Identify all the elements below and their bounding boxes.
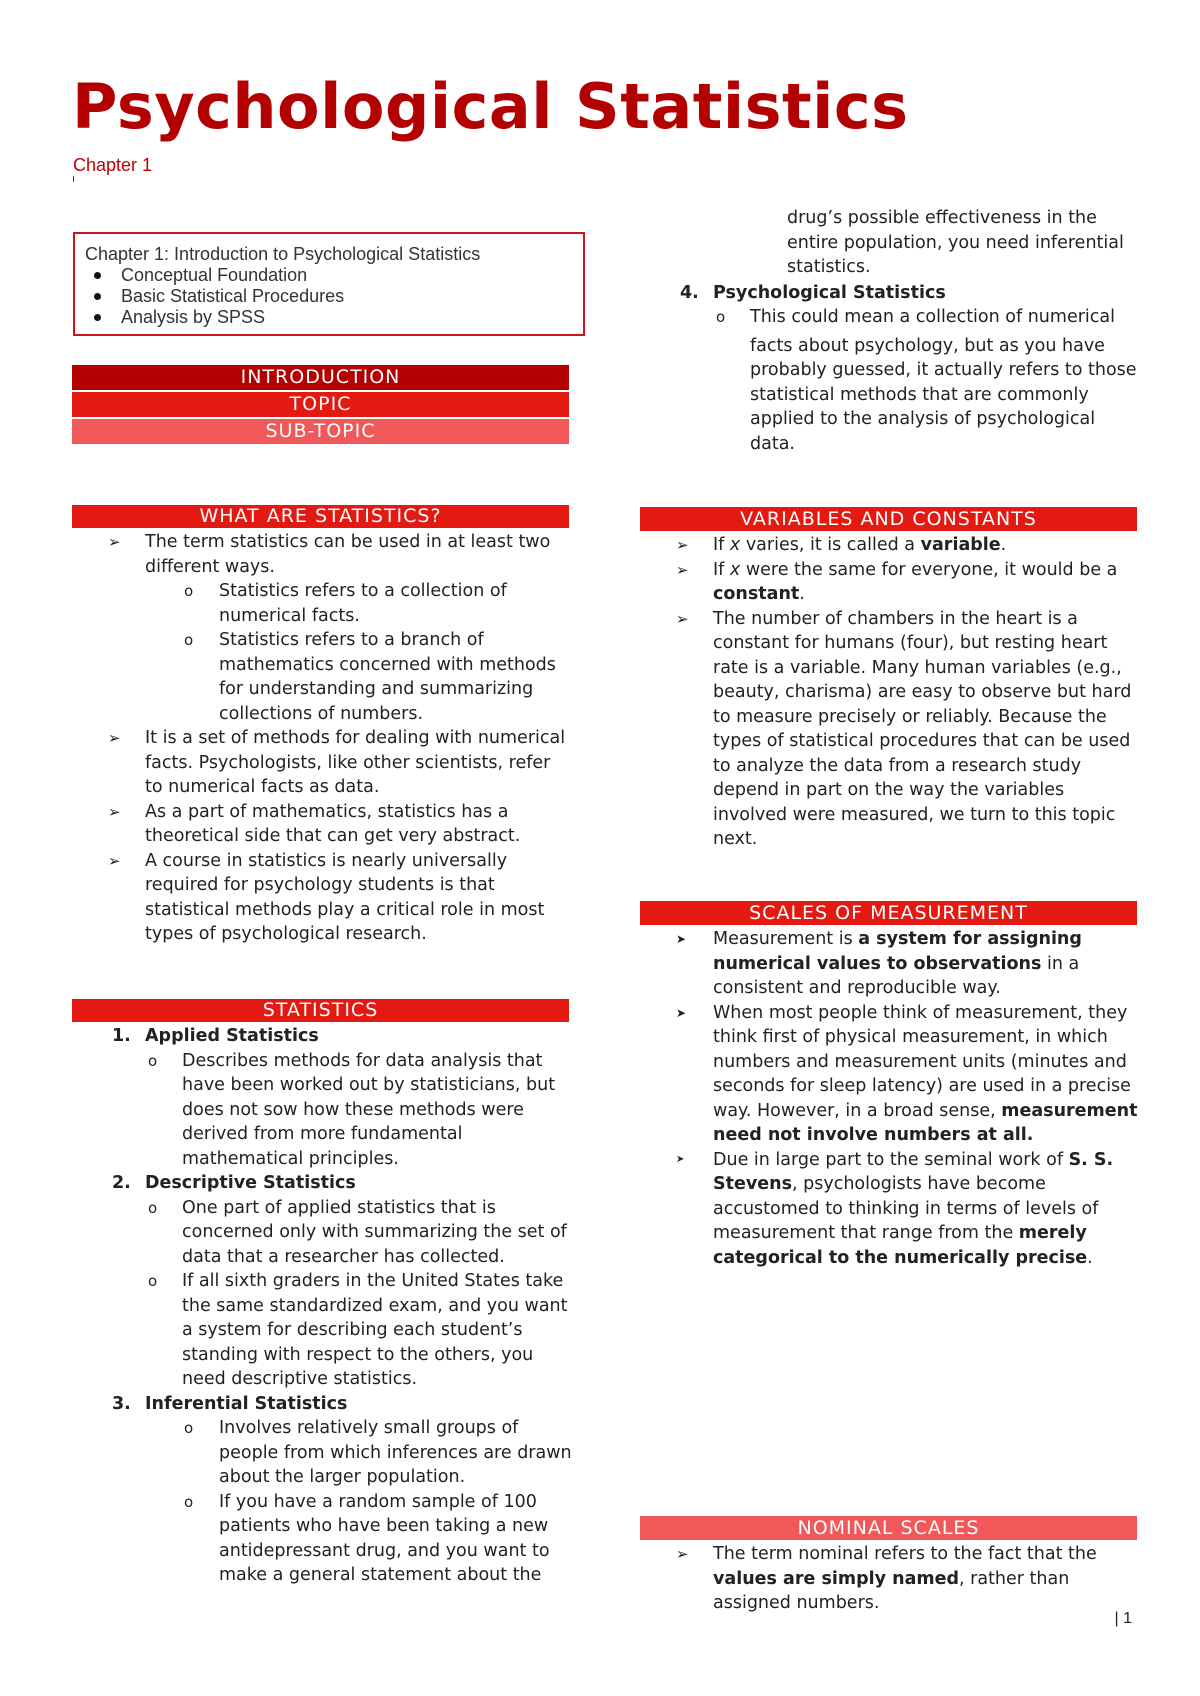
arrow-bullet-icon: ➢ [676, 536, 689, 554]
list-item: ➢ The number of chambers in the heart is a constant for humans (four), but resting heart rate is a variable. Many human variables (e.g., beauty, charisma) are easy to observe but hard to measure precisely or reliably. Because the types of statistical procedures that can be used to analyze the data from a research study depend in part on the way the variables involved were measured, we turn to this topic next. [676, 608, 1132, 849]
arrow-bullet-icon: ➤ [676, 932, 687, 946]
toc-heading: Chapter 1: Introduction to Psychological Statistics [85, 244, 481, 264]
list-item: ➢ The term statistics can be used in at least two different ways. o Statistics refers to a collection of numerical facts. o Statistics refers to a branch of mathematics concerned with methods for understanding and summarizing collections of numbers. [72, 530, 572, 726]
circle-bullet-icon: o [184, 582, 194, 600]
scales-section [640, 927, 1140, 1270]
variables-section [640, 533, 1140, 852]
scales-measurement-heading: SCALES OF MEASUREMENT [640, 901, 1137, 925]
dot-bullet-icon [94, 314, 101, 321]
continued-text: drug’s possible effectiveness in the entire population, you need inferential statistics. [787, 208, 1124, 277]
list-item: o This could mean a collection of numerical [640, 305, 1140, 330]
list-item: ➢ If x were the same for everyone, it would be a constant. [676, 559, 1118, 604]
list-item: ➢ A course in statistics is nearly universally required for psychology students is that statistical methods play a critical role in most types of psychological research. [108, 850, 545, 944]
arrow-bullet-icon: ➢ [676, 560, 689, 579]
circle-bullet-icon: o [148, 1198, 158, 1217]
circle-bullet-icon: o [148, 1051, 158, 1070]
list-item: 2. Descriptive Statistics o One part of applied statistics that is concerned only with summarizing the set of data that a researcher has collected. o If all sixth graders in the United States take the same standardized exam, and you want a system for describing each student’s standing with respect to the others, you need descriptive statistics. [72, 1171, 572, 1392]
toc-box [73, 232, 585, 336]
list-item: 3. Inferential Statistics o Involves relatively small groups of people from which inferences are drawn about the larger population. o If you have a random sample of 100 patients who have been taking a new antidepressant drug, and you want to make a general statement about the [72, 1392, 572, 1588]
list-item: o If you have a random sample of 100 patients who have been taking a new antidepressant drug, and you want to make a general statement about the [184, 1491, 550, 1585]
page-number: | 1 [1114, 1610, 1132, 1627]
list-item: o One part of applied statistics that is concerned only with summarizing the set of data that a researcher has collected. [148, 1197, 567, 1267]
list-item: ➢ As a part of mathematics, statistics has a theoretical side that can get very abstract. [108, 801, 521, 846]
list-item: ➤ When most people think of measurement, they think first of physical measurement, in which numbers and measurement units (minutes and seconds for sleep latency) are used in a precise way. However, in a broad sense, measurement need not involve numbers at all. [676, 1002, 1138, 1145]
chapter-divider [73, 176, 74, 182]
circle-bullet-icon: o [148, 1272, 158, 1290]
legend-subtopic-bar: SUB-TOPIC [72, 419, 569, 444]
list-item: 1. Applied Statistics o Describes methods for data analysis that have been worked out by statisticians, but does not sow how these methods were derived from more fundamental mathematical principles. [72, 1024, 572, 1171]
list-item: o Describes methods for data analysis that have been worked out by statisticians, but does not sow how these methods were derived from more fundamental mathematical principles. [148, 1050, 556, 1169]
list-item: o Statistics refers to a branch of mathematics concerned with methods for understanding and summarizing collections of numbers. [184, 630, 556, 724]
dot-bullet-icon [94, 272, 101, 279]
circle-bullet-icon: o [184, 631, 194, 649]
nominal-section [640, 1542, 1140, 1616]
dot-bullet-icon [94, 293, 101, 300]
arrow-bullet-icon: ➢ [108, 729, 121, 747]
circle-bullet-icon: o [184, 1492, 194, 1511]
chapter-label: Chapter 1 [73, 155, 153, 175]
toc-item: Analysis by SPSS [84, 307, 573, 328]
arrow-bullet-icon: ➢ [108, 802, 121, 821]
statistics-heading: STATISTICS [72, 999, 569, 1022]
page-title: Psychological Statistics [72, 70, 909, 143]
arrow-bullet-icon: ➢ [676, 1545, 689, 1563]
arrow-bullet-icon: ➢ [676, 609, 689, 628]
legend-topic-bar: TOPIC [72, 392, 569, 417]
list-item: o Involves relatively small groups of people from which inferences are drawn about the larger population. [184, 1418, 572, 1487]
what-are-statistics-section [72, 530, 572, 947]
continued-text: facts about psychology, but as you have probably guessed, it actually refers to those statistical methods that are commonly applied to the analysis of psychological data. [750, 335, 1137, 454]
arrow-bullet-icon: ➢ [108, 533, 121, 551]
arrow-bullet-icon: ➢ [108, 851, 121, 870]
toc-item: Conceptual Foundation [84, 265, 573, 286]
toc-item: Basic Statistical Procedures [84, 286, 573, 307]
statistics-section-right [640, 206, 1140, 456]
what-are-statistics-heading: WHAT ARE STATISTICS? [72, 505, 569, 528]
arrow-bullet-icon: ➤ [676, 1153, 685, 1165]
arrow-bullet-icon: ➤ [676, 1005, 687, 1020]
circle-bullet-icon: o [716, 308, 726, 326]
legend-introduction-bar: INTRODUCTION [72, 365, 569, 390]
list-item: o If all sixth graders in the United States take the same standardized exam, and you want a system for describing each student’s standing with respect to the others, you need descriptive statistics. [148, 1271, 568, 1389]
list-item: ➢ It is a set of methods for dealing with numerical facts. Psychologists, like other scientists, refer to numerical facts as data. [108, 728, 566, 797]
list-item: ➤ Due in large part to the seminal work of S. S. Stevens, psychologists have become accustomed to thinking in terms of levels of measurement that range from the merely categorical to the numerically precise. [676, 1149, 1114, 1268]
list-item: ➢ If x varies, it is called a variable. [640, 533, 1140, 558]
list-item: ➤ Measurement is a system for assigning numerical values to observations in a consistent and reproducible way. [676, 929, 1082, 998]
statistics-section-left [72, 1024, 572, 1588]
circle-bullet-icon: o [184, 1419, 194, 1437]
list-item: o Statistics refers to a collection of numerical facts. [184, 581, 507, 626]
variables-constants-heading: VARIABLES AND CONSTANTS [640, 507, 1137, 531]
list-item: ➢ The term nominal refers to the fact that the values are simply named, rather than assigned numbers. [676, 1544, 1097, 1613]
list-item: 4. Psychological Statistics o This could mean a collection of numerical [640, 281, 1140, 330]
nominal-scales-heading: NOMINAL SCALES [640, 1516, 1137, 1540]
